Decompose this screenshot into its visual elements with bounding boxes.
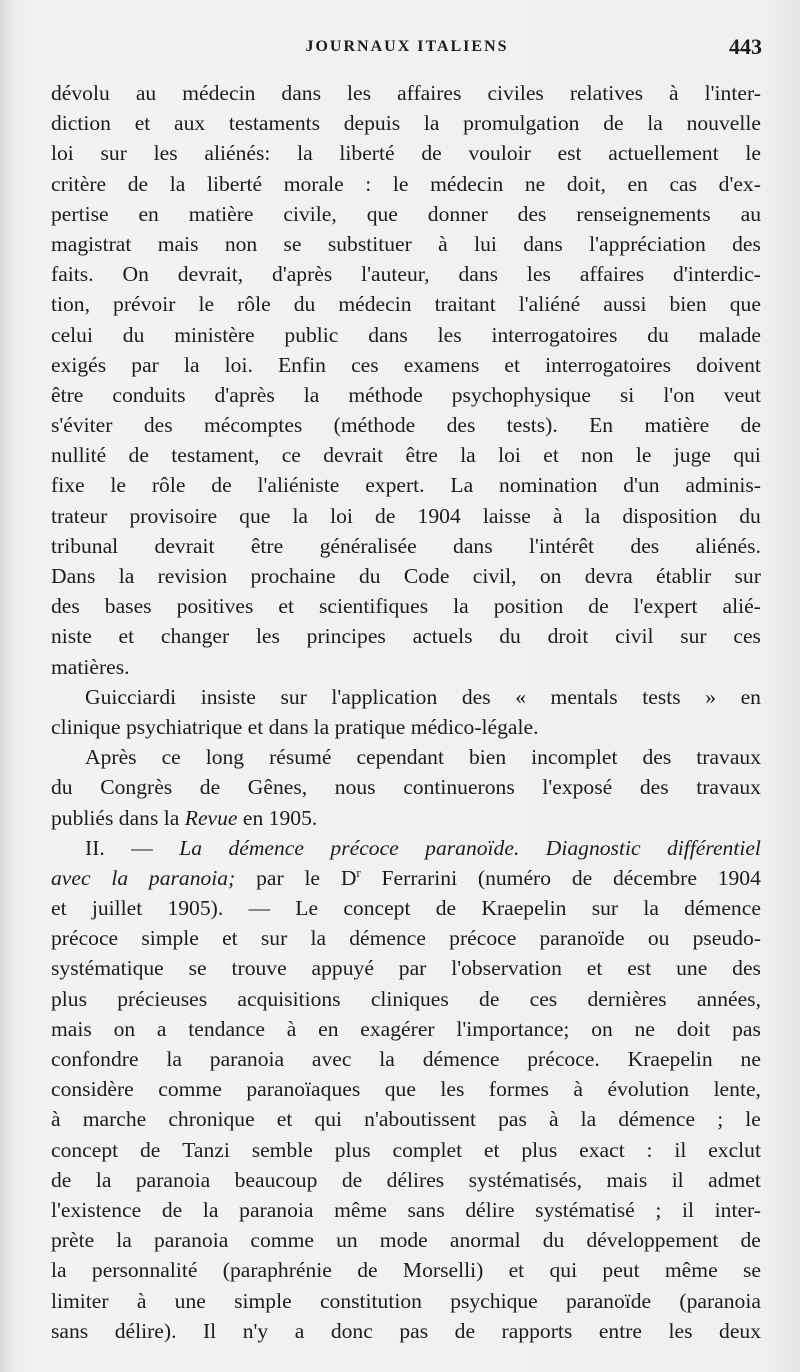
text-line: niste et changer les principes actuels du droit civil sur ces [51, 624, 761, 649]
text-line: tribunal devrait être généralisée dans l'intérêt des aliénés. [51, 533, 761, 558]
text-line: mais on a tendance à en exagérer l'importance; on ne doit pas [51, 1016, 761, 1041]
text-line: précoce simple et sur la démence précoce paranoïde ou pseudo- [51, 926, 761, 951]
text-line: des bases positives et scientifiques la position de l'expert alié- [51, 594, 761, 619]
text-line: faits. On devrait, d'après l'auteur, dans les affaires d'interdic- [51, 262, 761, 287]
text-line: trateur provisoire que la loi de 1904 laisse à la disposition du [51, 503, 761, 528]
text-line: systématique se trouve appuyé par l'observation et est une des [51, 956, 761, 981]
text-line: Après ce long résumé cependant bien incomplet des travaux [85, 745, 761, 770]
text-line: considère comme paranoïaques que les formes à évolution lente, [51, 1077, 761, 1102]
text-line: plus précieuses acquisitions cliniques de ces dernières années, [51, 986, 761, 1011]
text-line: publiés dans la Revue en 1905. [51, 805, 318, 830]
text-line: clinique psychiatrique et dans la pratique médico-légale. [51, 714, 539, 739]
text-line: sans délire). Il n'y a donc pas de rapports entre les deux [51, 1318, 761, 1343]
body-text [51, 78, 761, 1346]
text-line: exigés par la loi. Enfin ces examens et interrogatoires doivent [51, 352, 761, 377]
text-line: matières. [51, 654, 130, 679]
text-line: l'existence de la paranoia même sans délire systématisé ; il inter- [51, 1197, 761, 1222]
text-line: celui du ministère public dans les interrogatoires du malade [51, 322, 761, 347]
text-line: Guicciardi insiste sur l'application des « mentals tests » en [85, 684, 761, 709]
text-line: loi sur les aliénés: la liberté de vouloir est actuellement le [51, 141, 761, 166]
text-line: fixe le rôle de l'aliéniste expert. La nomination d'un adminis- [51, 473, 761, 498]
text-line: avec la paranoia; par le $D^r$ Ferrarini (numéro de décembre 1904 [51, 864, 761, 890]
text-line: Dans la revision prochaine du Code civil, on devra établir sur [51, 564, 761, 588]
text-line: confondre la paranoia avec la démence précoce. Kraepelin ne [51, 1047, 761, 1071]
text-line: de la paranoia beaucoup de délires systématisés, mais il admet [51, 1167, 761, 1192]
text-line: dévolu au médecin dans les affaires civiles relatives à l'inter- [51, 81, 761, 105]
page-number: 443 [729, 34, 762, 59]
text-line: être conduits d'après la méthode psychophysique si l'on veut [51, 382, 761, 407]
text-line: à marche chronique et qui n'aboutissent pas à la démence ; le [51, 1107, 761, 1132]
running-head [52, 34, 762, 66]
text-line: du Congrès de Gênes, nous continuerons l'exposé des travaux [51, 775, 761, 800]
text-line: et juillet 1905). — Le concept de Kraepelin sur la démence [51, 896, 761, 921]
running-title: JOURNAUX ITALIENS [305, 38, 509, 55]
text-line: nullité de testament, ce devrait être la loi et non le juge qui [51, 443, 761, 468]
text-line: pertise en matière civile, que donner des renseignements au [51, 201, 761, 226]
text-line: s'éviter des mécomptes (méthode des tests). En matière de [51, 413, 761, 438]
text-line: magistrat mais non se substituer à lui dans l'appréciation des [51, 231, 761, 256]
text-line: la personnalité (paraphrénie de Morselli) et qui peut même se [51, 1258, 761, 1283]
text-line: critère de la liberté morale : le médecin ne doit, en cas d'ex- [51, 171, 761, 196]
text-line: limiter à une simple constitution psychique paranoïde (paranoia [51, 1288, 761, 1313]
text-line: diction et aux testaments depuis la promulgation de la nouvelle [51, 111, 761, 136]
text-line: II. — La démence précoce paranoïde. Diagnostic différentiel [85, 835, 761, 860]
text-line: prète la paranoia comme un mode anormal du développement de [51, 1228, 761, 1253]
text-line: tion, prévoir le rôle du médecin traitant l'aliéné aussi bien que [51, 292, 761, 317]
text-line: concept de Tanzi semble plus complet et plus exact : il exclut [51, 1137, 761, 1162]
